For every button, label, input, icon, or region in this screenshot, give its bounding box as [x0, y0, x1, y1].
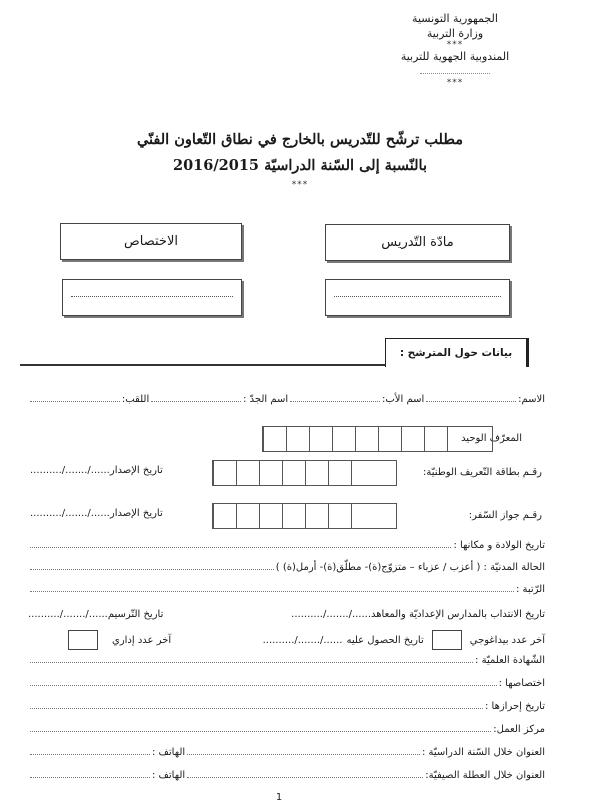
digit-cell[interactable] [351, 461, 374, 485]
teaching-subject-box [325, 224, 510, 261]
title-stars: *** [291, 180, 309, 190]
teaching-subject-input[interactable] [325, 279, 510, 316]
digit-cell[interactable] [259, 461, 282, 485]
form-title-line2: بالنّسبة إلى السّنة الدراسيّة 2016/2015 [173, 157, 427, 174]
digit-cell[interactable] [424, 427, 447, 451]
form-title-line1: مطلب ترشّح للتّدريس بالخارج في نطاق التّعاون الفنّي [136, 131, 464, 148]
issue-date-field[interactable]: ....../......./.......... [30, 508, 110, 519]
regional-commission: المندوبية الجهوية للتربية [400, 50, 510, 63]
rank-field[interactable] [30, 590, 514, 592]
digit-cell[interactable] [305, 504, 328, 528]
father-name-field[interactable] [290, 400, 380, 402]
dotted-line [71, 296, 233, 297]
degree-specialty-label: اختصاصها : [498, 678, 545, 689]
digit-cell[interactable] [378, 427, 401, 451]
surname-label: اللقب: [121, 394, 150, 405]
dotted-line [334, 296, 501, 297]
national-id-issue-date [30, 465, 163, 476]
grades-row [28, 630, 545, 650]
phone-field[interactable] [30, 753, 150, 755]
passport-label: رقـم جواز السّفر: [468, 510, 542, 521]
marital-row [28, 562, 545, 573]
rank-row [28, 584, 545, 595]
degree-label: الشّهادة العلميّة : [475, 655, 545, 666]
commission-dotted-line [420, 73, 490, 74]
address-school-label: العنوان خلال السّنة الدراسيّة : [421, 747, 545, 758]
phone-field-2[interactable] [30, 776, 150, 778]
passport-cells[interactable] [212, 503, 397, 529]
father-name-label: اسم الأب [385, 394, 425, 405]
national-id-cells[interactable] [212, 460, 397, 486]
degree-date-label: تاريخ إحرازها : [484, 701, 545, 712]
address-summer-label: العنوان خلال العطلة الصيفيّة: [425, 770, 545, 781]
digit-cell[interactable] [263, 427, 286, 451]
degree-date-field[interactable] [30, 707, 483, 709]
workplace-field[interactable] [30, 730, 491, 732]
workplace-row [28, 724, 545, 735]
separator-stars: *** [446, 40, 464, 50]
degree-field[interactable] [30, 661, 473, 663]
digit-cell[interactable] [282, 461, 305, 485]
digit-cell[interactable] [470, 427, 492, 451]
obtained-date-field[interactable]: ....../......./.......... [262, 634, 343, 646]
phone-label-2: الهاتف : [152, 770, 186, 781]
address-school-field[interactable] [187, 753, 420, 755]
marital-label: الحالة المدنيّة : ( أعزب / عزباء – متزوّج(ة)- مطلّق(ة)- أرمل(ة) ) [275, 562, 545, 573]
obtained-date-label: تاريخ الحصول عليه [346, 634, 424, 646]
passport-issue-date [30, 508, 163, 519]
specialty-input[interactable] [62, 279, 242, 316]
appointment-row [28, 609, 545, 620]
issue-date-label: تاريخ الإصدار [109, 508, 163, 519]
unique-id-cells[interactable] [262, 426, 493, 452]
teaching-subject-label: مادّة التّدريس [381, 235, 454, 250]
digit-cell[interactable] [213, 461, 236, 485]
digit-cell[interactable] [374, 461, 396, 485]
address-summer-field[interactable] [187, 776, 423, 778]
digit-cell[interactable] [374, 504, 396, 528]
admin-grade-box[interactable] [68, 630, 98, 650]
name-label: الاسم [521, 394, 545, 405]
digit-cell[interactable] [401, 427, 424, 451]
degree-specialty-row [28, 678, 545, 689]
degree-date-row [28, 701, 545, 712]
tenure-date-field[interactable]: ....../......./.......... [28, 609, 108, 620]
digit-cell[interactable] [259, 504, 282, 528]
specialty-label: الاختصاص [124, 234, 178, 249]
grandfather-name-field[interactable] [151, 400, 241, 402]
digit-cell[interactable] [447, 427, 470, 451]
name-field[interactable] [426, 400, 516, 402]
unique-id-label: المعرّف الوحيد [461, 433, 522, 444]
birth-label: تاريخ الولادة و مكانها : [453, 540, 545, 551]
candidate-info-heading: بيانات حول المترشح : [385, 338, 527, 367]
national-id-label: رقـم بطاقة التّعريف الوطنيّة: [423, 467, 542, 478]
degree-specialty-field[interactable] [30, 684, 497, 686]
digit-cell[interactable] [236, 461, 259, 485]
appointment-date-field[interactable]: ....../......./.......... [291, 609, 372, 620]
degree-row [28, 655, 545, 666]
digit-cell[interactable] [351, 504, 374, 528]
appointment-label: تاريخ الانتداب بالمدارس الإعداديّة والمعاهد [371, 609, 545, 620]
digit-cell[interactable] [213, 504, 236, 528]
digit-cell[interactable] [282, 504, 305, 528]
letterhead [380, 12, 530, 88]
last-pedagogical-label: آخر عدد بيداغوجي [469, 634, 545, 646]
birth-field[interactable] [30, 546, 451, 548]
digit-cell[interactable] [332, 427, 355, 451]
republic-name: الجمهورية التونسية [412, 12, 498, 25]
workplace-label: مركز العمل: [493, 724, 545, 735]
rank-label: الرّتبة : [515, 584, 545, 595]
last-admin-label: آخر عدد إداري [112, 634, 172, 646]
names-row: الاسم : اسم الأب : اسم الجدّ : اللقب: [28, 394, 545, 405]
issue-date-label: تاريخ الإصدار [109, 465, 163, 476]
surname-field[interactable] [30, 400, 120, 402]
pedagogical-grade-box[interactable] [432, 630, 462, 650]
digit-cell[interactable] [355, 427, 378, 451]
page-number: 1 [275, 792, 283, 803]
digit-cell[interactable] [236, 504, 259, 528]
address-school-row [28, 747, 545, 758]
phone-label: الهاتف : [152, 747, 186, 758]
digit-cell[interactable] [328, 461, 351, 485]
digit-cell[interactable] [328, 504, 351, 528]
birth-row [28, 540, 545, 551]
ministry-name: وزارة التربية [426, 27, 484, 40]
address-summer-row [28, 770, 545, 781]
digit-cell[interactable] [305, 461, 328, 485]
marital-field[interactable] [30, 568, 274, 570]
digit-cell[interactable] [286, 427, 309, 451]
digit-cell[interactable] [309, 427, 332, 451]
grandfather-name-label: اسم الجدّ : [243, 394, 289, 405]
separator-stars-2: *** [446, 78, 464, 88]
tenure-label: تاريخ التّرسيم [107, 609, 164, 620]
specialty-box [60, 223, 242, 260]
issue-date-field[interactable]: ....../......./.......... [30, 465, 110, 476]
